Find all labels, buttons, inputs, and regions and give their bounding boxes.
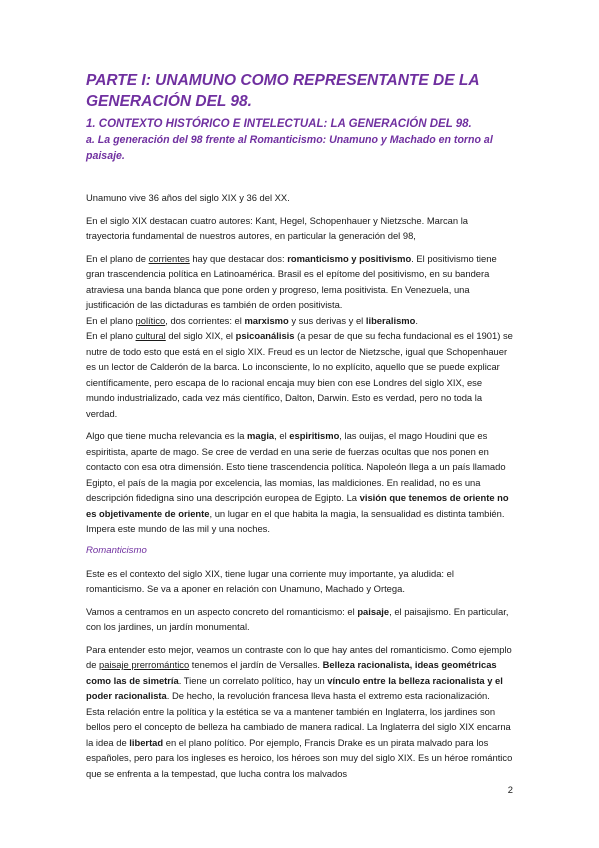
paragraph-1: Unamuno vive 36 años del siglo XIX y 36 del XX. (86, 192, 290, 203)
paragraph-paisaje: Vamos a centramos en un aspecto concreto del romanticismo: el paisaje, el paisajismo. En particular, con los jardines, un jardín monumental. (86, 605, 509, 632)
paragraph-inglaterra: Esta relación entre la política y la estética se va a mantener también en Inglaterra, los jardines son bellos pero el concepto de belleza ha cambiado de manera radical. La Inglaterra del siglo XIX encarna la idea de libertad en el plano político. Por ejemplo, Francis Drake es un pirata malvado para los españoles, pero para los ingleses es heroico, los héroes son muy del siglo XIX. Es un héroe romántico que se enfrenta a la tempestad, que lucha contra los malvados (86, 705, 513, 779)
paragraph-magia: Algo que tiene mucha relevancia es la magia, el espiritismo, las ouijas, el mago Houdini que es espiritista, aparte de mago. Se cree de verdad en una serie de fuerzas ocultas que nos ponen en contacto con esa otra dimensión. Esto tiene trascendencia política. Napoleón llega a un país llamado Egipto, el país de la magia por excelencia, las momias, las maldiciones. En realidad, no es una descripción fidedigna sino una descripción europea de Egipto. La visión que tenemos de oriente no es objetivamente de oriente, un lugar en el que habita la magia, la sensualidad es distinta también. Impera este mundo de las mil y una noches. (86, 430, 509, 534)
romanticismo-subheading: Romanticismo (86, 544, 147, 556)
subsection-heading: a. La generación del 98 frente al Romanticismo: Unamuno y Machado en torno al paisaje. (86, 134, 493, 162)
part-heading: PARTE I: UNAMUNO COMO REPRESENTANTE DE LA GENERACIÓN DEL 98. (86, 72, 479, 110)
paragraph-politico: En el plano político, dos corrientes: el marxismo y sus derivas y el liberalismo. (86, 314, 418, 326)
page-number: 2 (507, 784, 513, 795)
paragraph-corrientes: En el plano de corrientes hay que destacar dos: romanticismo y positivismo. El positivismo tiene gran trascendencia política en Latinoamérica. Brasil es el epítome del positivismo, en su bandera atraviesa una banda blanca que pone orden y progreso, lema positivista. En Venezuela, una justificación de las dictaduras es también de orden positivista. (86, 252, 497, 310)
section-heading: 1. CONTEXTO HISTÓRICO E INTELECTUAL: LA GENERACIÓN DEL 98. (86, 118, 472, 130)
paragraph-cultural: En el plano cultural del siglo XIX, el psicoanálisis (a pesar de que su fecha fundacional es el 1901) se nutre de todo esto que está en el siglo XIX. Freud es un lector de Nietzsche, igual que Schopenhauer es un lector de Calderón de la barca. Lo inconsciente, lo no explícito, aquello que se puede explicar científicamente, pero escapa de lo racional encaja muy bien con ese Londres del siglo XIX, ese mundo industrializado, cada vez más científico, Dalton, Darwin. Esto es verdad, pero no toda la verdad. (86, 330, 513, 419)
paragraph-2: En el siglo XIX destacan cuatro autores: Kant, Hegel, Schopenhauer y Nietzsche. Marcan la trayectoria fundamental de nuestros autores, en particular la generación del 98, (86, 214, 468, 241)
paragraph-versalles: Para entender esto mejor, veamos un contraste con lo que hay antes del romanticismo. Como ejemplo de paisaje prerromántico tenemos el jardín de Versalles. Belleza racionalista, ideas geométricas como las de simetría. Tiene un correlato político, hay un vínculo entre la belleza racionalista y el poder racionalista. De hecho, la revolución francesa lleva hasta el extremo esta racionalización. (86, 643, 512, 701)
paragraph-contexto: Este es el contexto del siglo XIX, tiene lugar una corriente muy importante, ya aludida: el romanticismo. Se va a aponer en relación con Unamuno, Machado y Ortega. (86, 567, 454, 594)
